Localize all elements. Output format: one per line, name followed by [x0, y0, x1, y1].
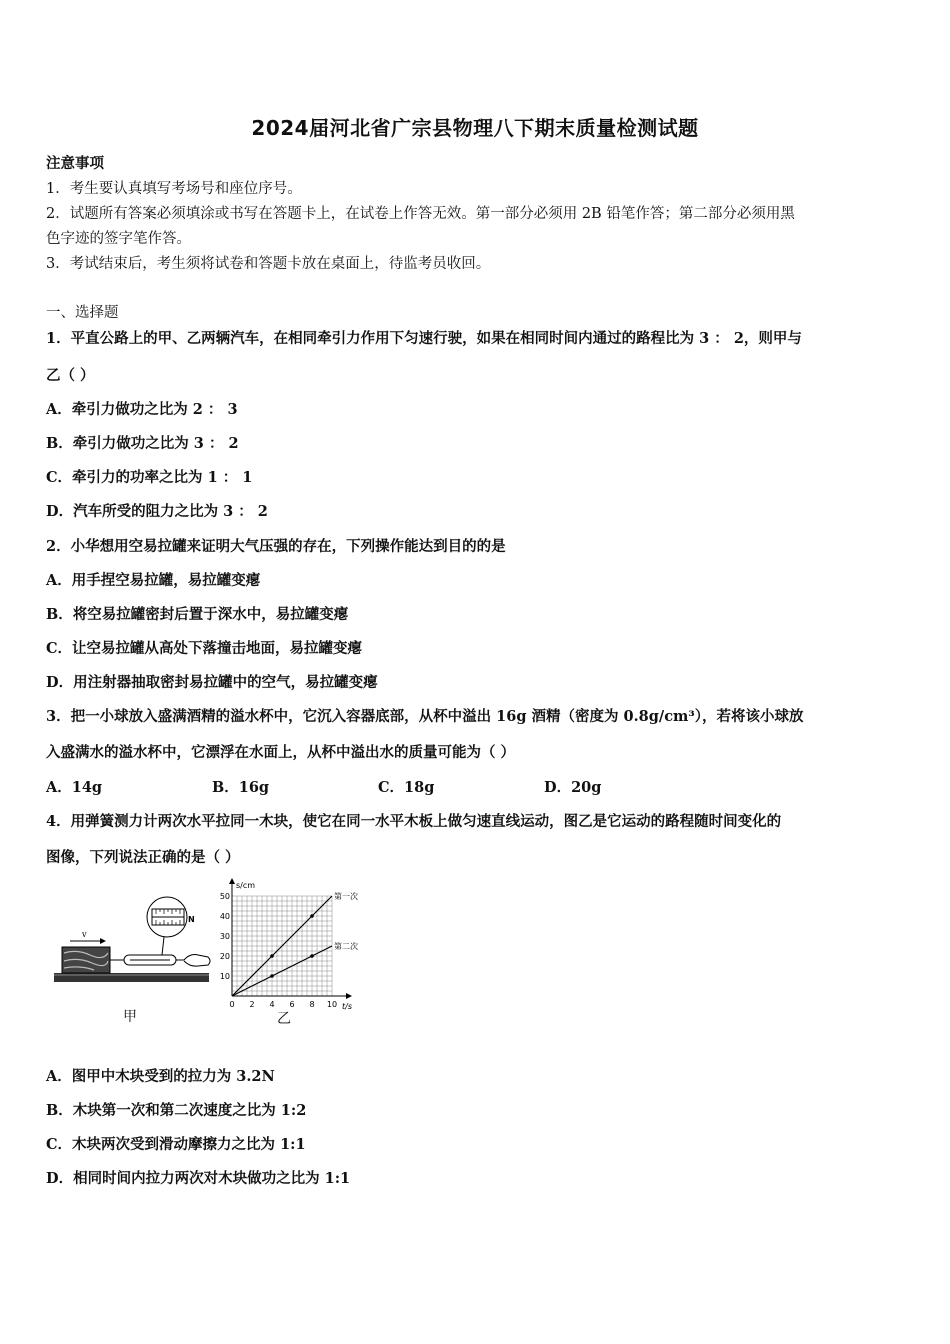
series-point — [310, 954, 314, 958]
question-4-stem-cont: 图像，下列说法正确的是（ ） — [46, 849, 240, 866]
x-tick-label: 10 — [326, 1000, 338, 1009]
y-tick-label: 30 — [220, 932, 230, 941]
question-3-option-b[interactable]: B．16g — [212, 779, 270, 796]
question-1-stem: 1．平直公路上的甲、乙两辆汽车，在相同牵引力作用下匀速行驶，如果在相同时间内通过的路程比为 3 ： 2，则甲与 — [46, 330, 802, 347]
question-2-option-b[interactable]: B．将空易拉罐密封后置于深水中，易拉罐变瘪 — [46, 606, 349, 623]
gauge-unit-label: N — [188, 915, 195, 924]
x-tick-label: 4 — [269, 1000, 275, 1009]
question-1-option-c[interactable]: C．牵引力的功率之比为 1 ： 1 — [46, 469, 253, 486]
question-1-option-d[interactable]: D．汽车所受的阻力之比为 3 ： 2 — [46, 503, 268, 520]
s-t-graph — [220, 874, 380, 1014]
question-4-stem: 4．用弹簧测力计两次水平拉同一木块，使它在同一水平木板上做匀速直线运动，图乙是它运动的路程随时间变化的 — [46, 813, 782, 830]
series-point — [310, 914, 314, 918]
svg-text:v: v — [82, 930, 87, 939]
question-4-option-c[interactable]: C．木块两次受到滑动摩擦力之比为 1:1 — [46, 1136, 306, 1153]
x-tick-label: 0 — [229, 1000, 235, 1009]
question-2-option-c[interactable]: C．让空易拉罐从高处下落撞击地面，易拉罐变瘪 — [46, 640, 363, 657]
y-tick-label: 50 — [220, 892, 230, 901]
y-tick-label: 20 — [220, 952, 230, 961]
hand-icon — [176, 955, 210, 967]
legend-label-1: 第一次 — [334, 892, 358, 901]
notice-item: 1．考生要认真填写考场号和座位序号。 — [46, 181, 302, 197]
x-tick-label: 2 — [249, 1000, 255, 1009]
apparatus-figure — [52, 895, 222, 995]
y-tick-label: 10 — [220, 972, 230, 981]
question-3-option-d[interactable]: D．20g — [544, 779, 602, 796]
question-3-stem-cont: 入盛满水的溢水杯中，它漂浮在水面上，从杯中溢出水的质量可能为（ ） — [46, 744, 516, 761]
question-4-option-d[interactable]: D．相同时间内拉力两次对木块做功之比为 1:1 — [46, 1170, 351, 1187]
question-4-option-a[interactable]: A．图甲中木块受到的拉力为 3.2N — [46, 1068, 275, 1085]
question-3-stem: 3．把一小球放入盛满酒精的溢水杯中，它沉入容器底部，从杯中溢出 16g 酒精（密度为 0.8g/cm³），若将该小球放 — [46, 708, 804, 725]
notice-item: 3．考试结束后，考生须将试卷和答题卡放在桌面上，待监考员收回。 — [46, 256, 491, 272]
question-3-options — [46, 776, 601, 797]
notice-item: 2．试题所有答案必须填涂或书写在答题卡上，在试卷上作答无效。第一部分必须用 2B 铅笔作答；第二部分必须用黑 — [46, 206, 795, 222]
notice-item: 色字迹的签字笔作答。 — [46, 231, 191, 247]
figure-yi-label: 乙 — [277, 1011, 291, 1027]
x-axis-label: t/s — [342, 1002, 352, 1011]
question-3-option-a[interactable]: A．14g — [46, 779, 103, 796]
question-1-option-b[interactable]: B．牵引力做功之比为 3 ： 2 — [46, 435, 239, 452]
figure-jia-label: 甲 — [123, 1009, 137, 1025]
notice-heading: 注意事项 — [46, 155, 104, 172]
series-point — [270, 974, 274, 978]
question-1-option-a[interactable]: A．牵引力做功之比为 2 ： 3 — [46, 401, 238, 418]
y-axis-arrow — [229, 878, 235, 884]
question-2-option-a[interactable]: A．用手捏空易拉罐，易拉罐变瘪 — [46, 572, 261, 589]
question-2-option-d[interactable]: D．用注射器抽取密封易拉罐中的空气，易拉罐变瘪 — [46, 674, 378, 691]
section-heading: 一、选择题 — [46, 305, 119, 321]
question-4-option-b[interactable]: B．木块第一次和第二次速度之比为 1:2 — [46, 1102, 307, 1119]
x-tick-label: 8 — [309, 1000, 315, 1009]
legend-label-2: 第二次 — [334, 942, 358, 951]
x-axis-arrow — [346, 993, 352, 999]
board — [54, 973, 209, 982]
x-tick-label: 6 — [289, 1000, 295, 1009]
question-3-option-c[interactable]: C．18g — [378, 779, 435, 796]
page-title: 2024届河北省广宗县物理八下期末质量检测试题 — [251, 116, 699, 140]
y-tick-label: 40 — [220, 912, 230, 921]
series-point — [270, 954, 274, 958]
question-1-stem-cont: 乙（ ） — [46, 367, 95, 384]
y-axis-label: s/cm — [236, 881, 256, 890]
question-2-stem: 2．小华想用空易拉罐来证明大气压强的存在，下列操作能达到目的的是 — [46, 538, 506, 555]
